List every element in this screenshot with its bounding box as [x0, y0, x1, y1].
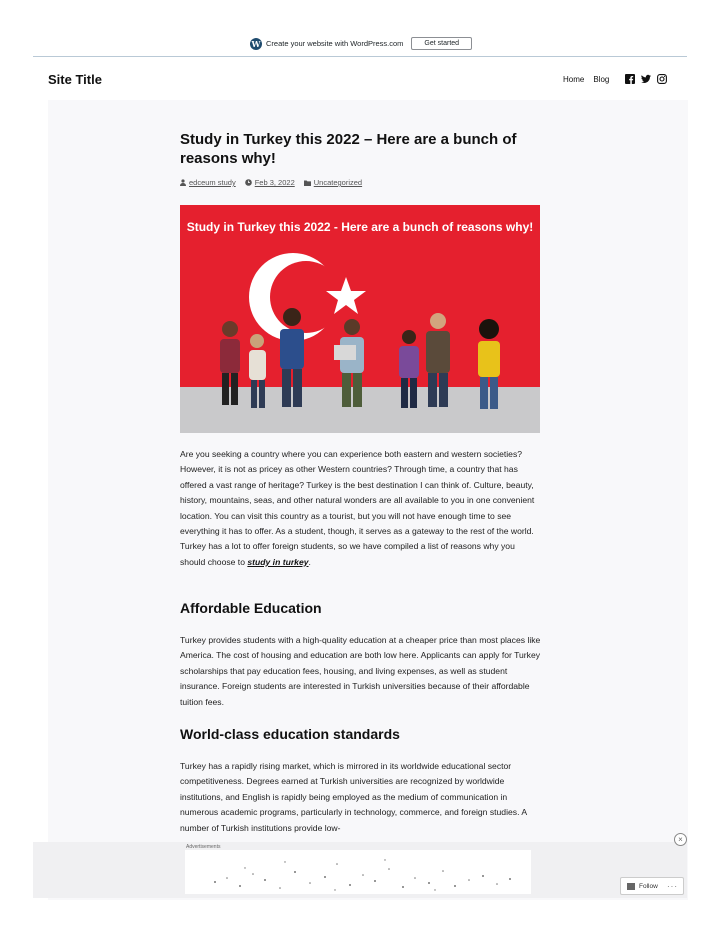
wordpress-promo [250, 37, 472, 50]
instagram-icon[interactable] [657, 74, 667, 84]
post-author [180, 178, 236, 187]
article-header [180, 130, 540, 187]
facebook-icon[interactable] [625, 74, 635, 84]
intro-end: . [308, 556, 311, 567]
heading-world-class-education: World-class education standards [180, 726, 400, 742]
affordable-education-paragraph: Turkey provides students with a high-quality education at a cheaper price than most places like America. The cost of housing and education are both low here. Applicants can apply for Turkey scholarships that pay education fees, housing, and living expenses, as well as student insurance. Foreign students are interested in Turkish universities because of their affordable tuition fees. [180, 635, 541, 707]
follow-icon [627, 883, 635, 890]
author-link[interactable]: edceum study [189, 178, 236, 187]
wordpress-logo-icon[interactable]: W [251, 38, 261, 49]
post-category [304, 178, 362, 187]
post-meta [180, 178, 371, 187]
date-link[interactable]: Feb 3, 2022 [254, 178, 295, 187]
close-ad-button[interactable]: × [674, 833, 687, 846]
intro-text: Are you seeking a country where you can experience both eastern and western societies? However, it is not as pricey as other Western countries? Through time, a country that has offered a vast range of heritage? Turkey is the best destination I can think of. Culture, beauty, history, mountains, seas, and other natural wonders are all available to you in one convenient location. You can visit this country as a tourist, but you will not have enough time to see everything it has to offer. As a student, though, it serves as a gateway to the rest of the world. Turkey has a lot to offer foreign students, so we have compiled a list of reasons why you should choose to [180, 449, 535, 567]
author-icon [180, 179, 186, 186]
more-options-icon[interactable]: ··· [667, 881, 678, 891]
social-links [625, 74, 667, 84]
follow-label: Follow [639, 882, 658, 890]
site-title[interactable]: Site Title [48, 72, 102, 87]
students-group-image [180, 205, 540, 433]
post-date [245, 178, 295, 187]
post-title: Study in Turkey this 2022 – Here are a bunch of reasons why! [180, 131, 517, 167]
get-started-button[interactable]: Get started [411, 37, 472, 50]
clock-icon [245, 179, 252, 186]
ad-banner[interactable] [185, 850, 531, 894]
ad-label: Advertisements [186, 844, 221, 850]
featured-image [180, 205, 540, 433]
twitter-icon[interactable] [641, 74, 651, 84]
folder-icon [304, 180, 311, 186]
nav-item-blog[interactable]: Blog [593, 75, 610, 84]
wordpress-promo-link[interactable]: Create your website with WordPress.com [266, 39, 404, 48]
heading-affordable-education: Affordable Education [180, 600, 322, 616]
nav-item-home[interactable]: Home [563, 75, 585, 84]
study-in-turkey-link[interactable]: study in turkey [247, 556, 309, 567]
main-navigation [563, 75, 618, 84]
world-class-paragraph: Turkey has a rapidly rising market, which is mirrored in its worldwide educational sector competitiveness. Degrees earned at Turkish universities are recognized by worldwide institutions, and English is rapidly being employed as the medium of communication in numerous academic programs, particularly in technology, commerce, and foreign studies. A number of Turkish institutions provide low- [180, 761, 527, 833]
follow-button[interactable] [620, 877, 684, 895]
intro-paragraph [180, 447, 542, 570]
wordpress-promo-bar [33, 30, 687, 57]
featured-image-caption: Study in Turkey this 2022 - Here are a bunch of reasons why! [186, 220, 534, 234]
category-link[interactable]: Uncategorized [313, 178, 363, 187]
ad-image [185, 850, 531, 894]
